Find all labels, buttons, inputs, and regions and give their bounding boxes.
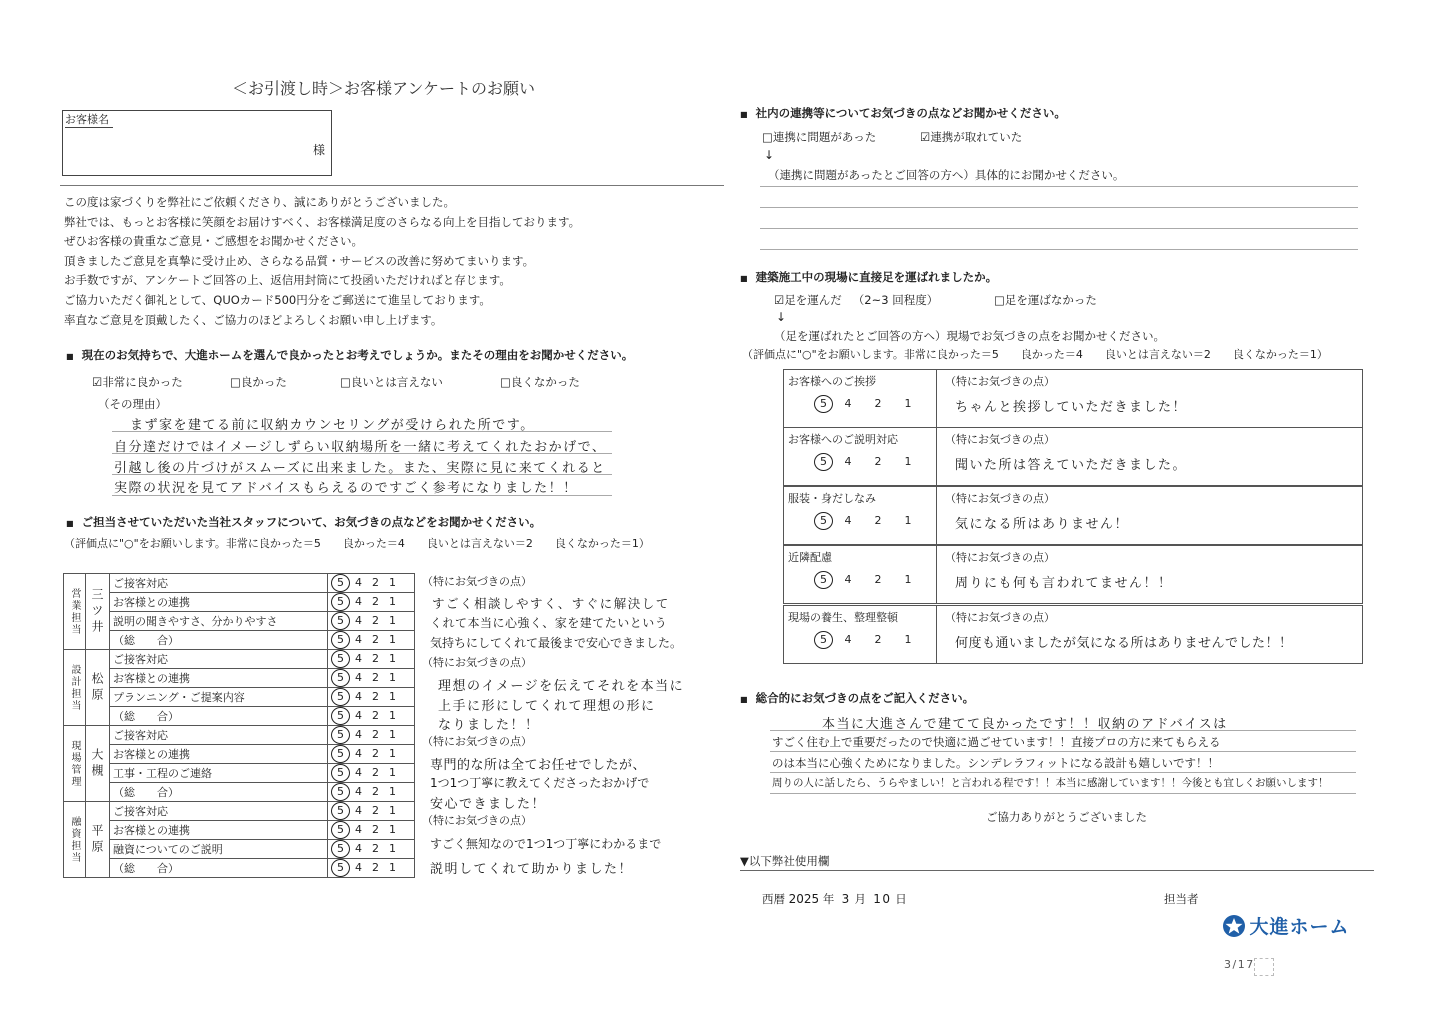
table-row bbox=[64, 593, 415, 612]
logo-text: 大進ホーム bbox=[1249, 916, 1350, 938]
comment-line: 理想のイメージを伝えてそれを本当に bbox=[438, 679, 685, 694]
circled-score: 5 bbox=[331, 859, 350, 877]
q4-option-not-visited[interactable]: □足を運ばなかった bbox=[994, 293, 1097, 307]
comment-label: （特にお気づきの点） bbox=[422, 735, 532, 748]
office-use-label: ▼以下弊社使用欄 bbox=[740, 854, 830, 868]
q2-title bbox=[66, 514, 541, 530]
comment-line: 説明してくれて助かりました！ bbox=[430, 862, 634, 877]
circled-score: 5 bbox=[331, 631, 350, 649]
score-row[interactable]: 5 4 2 1 bbox=[328, 726, 415, 745]
intro-text bbox=[64, 193, 580, 330]
customer-honorific: 様 bbox=[312, 143, 325, 157]
overall-comment-line: 本当に大進さんで建てて良かったです！！収納のアドバイスは bbox=[822, 717, 1228, 732]
circled-score: 5 bbox=[331, 650, 350, 668]
comment-label: （特にお気づきの点） bbox=[422, 575, 532, 588]
score-row: 5 4 2 1 bbox=[814, 453, 923, 471]
circled-score: 5 bbox=[331, 593, 350, 611]
item-label: 工事・工程のご連絡 bbox=[110, 764, 328, 783]
score-row[interactable]: 5 4 2 1 bbox=[328, 764, 415, 783]
bullet-icon: ■ bbox=[66, 519, 74, 528]
q4-scale: （評価点に"○"をお願いします。非常に良かった＝5 良かった＝4 良いとは言えない＝2 良くなかった＝1） bbox=[742, 348, 1328, 361]
table-row bbox=[64, 726, 415, 745]
down-arrow-icon: ↓ bbox=[764, 148, 775, 162]
dept-label: 営業担当 bbox=[64, 574, 86, 650]
site-row-label: お客様へのご挨拶 bbox=[788, 375, 876, 388]
thanks-text: ご協力ありがとうございました bbox=[986, 810, 1147, 824]
q1-reason-line: 引越し後の片づけがスムーズに出来ました。また、実際に見に来てくれると bbox=[114, 461, 606, 476]
circled-score: 5 bbox=[331, 574, 350, 592]
item-label: ご接客対応 bbox=[110, 574, 328, 593]
score-row[interactable]: 5 4 2 1 bbox=[328, 802, 415, 821]
q4-option-visited[interactable]: ☑足を運んだ （2~3 回程度） bbox=[774, 293, 939, 307]
table-row bbox=[64, 745, 415, 764]
intro-line: 弊社では、もっとお客様に笑顔をお届けすべく、お客様満足度のさらなる向上を目指しております。 bbox=[64, 214, 581, 229]
comment-line: 気持ちにしてくれて最後まで安心できました。 bbox=[430, 636, 683, 650]
item-label: （総 合） bbox=[110, 631, 328, 650]
score-row[interactable]: 5 4 2 1 bbox=[328, 650, 415, 669]
circled-score: 5 bbox=[331, 783, 350, 801]
answer-line bbox=[760, 228, 1358, 229]
q5-title bbox=[740, 690, 974, 706]
comment-line: 専門的な所は全てお任せでしたが、 bbox=[430, 758, 647, 773]
office-use-divider bbox=[740, 870, 1374, 871]
item-label: ご接客対応 bbox=[110, 802, 328, 821]
item-label: お客様との連携 bbox=[110, 593, 328, 612]
dept-label: 融資担当 bbox=[64, 802, 86, 878]
table-row bbox=[64, 821, 415, 840]
answer-line bbox=[760, 249, 1358, 250]
site-comment: 気になる所はありません！ bbox=[955, 517, 1130, 532]
site-comment: 何度も通いましたが気になる所はありませんでした！！ bbox=[955, 636, 1293, 651]
checkbox-icon: □ bbox=[340, 375, 351, 389]
q1-title-text: 現在のお気持ちで、大進ホームを選んで良かったとお考えでしょうか。またその理由をお聞かせください。 bbox=[81, 348, 634, 362]
table-row bbox=[64, 840, 415, 859]
comment-line: 1つ1つ丁寧に教えてくださったおかげで bbox=[430, 776, 650, 790]
comment-line: すごく無知なので1つ1つ丁寧にわかるまで bbox=[430, 837, 662, 851]
circled-score: 5 bbox=[331, 707, 350, 725]
site-comment: 周りにも何も言われてません！！ bbox=[955, 576, 1173, 591]
q3-option-ok[interactable]: ☑連携が取れていた bbox=[920, 130, 1023, 144]
staff-name: 三ツ井 bbox=[86, 574, 110, 650]
site-row-comment: （特にお気づきの点） 気になる所はありません！ bbox=[935, 486, 1363, 545]
staff-name: 松原 bbox=[86, 650, 110, 726]
site-row-score[interactable] bbox=[783, 545, 937, 604]
circled-score: 5 bbox=[331, 726, 350, 744]
item-label: お客様との連携 bbox=[110, 821, 328, 840]
q1-reason-line: 実際の状況を見てアドバイスもらえるのですごく参考になりました！！ bbox=[114, 481, 578, 496]
circled-score: 5 bbox=[331, 688, 350, 706]
staff-in-charge-label: 担当者 bbox=[1164, 892, 1199, 906]
bullet-icon: ■ bbox=[66, 352, 74, 361]
table-row bbox=[64, 650, 415, 669]
item-label: プランニング・ご提案内容 bbox=[110, 688, 328, 707]
score-row[interactable]: 5 4 2 1 bbox=[328, 631, 415, 650]
table-row bbox=[64, 783, 415, 802]
customer-name-box bbox=[62, 110, 332, 176]
circled-score: 5 bbox=[331, 802, 350, 820]
q1-option-bad[interactable]: □良くなかった bbox=[500, 375, 580, 389]
table-row bbox=[64, 574, 415, 593]
score-row: 5 4 2 1 bbox=[814, 512, 923, 530]
company-logo bbox=[1222, 912, 1350, 938]
item-label: ご接客対応 bbox=[110, 650, 328, 669]
staff-name: 大槻 bbox=[86, 726, 110, 802]
bullet-icon: ■ bbox=[740, 110, 748, 119]
comment-line: なりました！！ bbox=[438, 718, 540, 733]
item-label: （総 合） bbox=[110, 859, 328, 878]
q3-option-problem[interactable]: □連携に問題があった bbox=[762, 130, 877, 144]
q3-title bbox=[740, 105, 1066, 121]
site-comment: 聞いた所は答えていただきました。 bbox=[955, 458, 1188, 473]
comment-label: （特にお気づきの点） bbox=[422, 814, 532, 827]
bullet-icon: ■ bbox=[740, 695, 748, 704]
site-row-comment: （特にお気づきの点） ちゃんと挨拶していただきました！ bbox=[935, 369, 1363, 428]
score-row: 5 4 2 1 bbox=[814, 395, 923, 413]
checkbox-icon: □ bbox=[994, 293, 1005, 307]
table-row bbox=[64, 688, 415, 707]
circled-score: 5 bbox=[331, 840, 350, 858]
answer-line bbox=[760, 207, 1358, 208]
intro-line: 率直なご意見を頂戴したく、ご協力のほどよろしくお願い申し上げます。 bbox=[64, 312, 443, 327]
table-row bbox=[64, 631, 415, 650]
visit-count-note: （2~3 回程度） bbox=[852, 293, 939, 307]
circled-score: 5 bbox=[331, 612, 350, 630]
site-row-comment: （特にお気づきの点） 聞いた所は答えていただきました。 bbox=[935, 427, 1363, 486]
checkbox-icon: □ bbox=[230, 375, 241, 389]
checkbox-icon: □ bbox=[500, 375, 511, 389]
score-row[interactable]: 5 4 2 1 bbox=[328, 688, 415, 707]
q4-title bbox=[740, 269, 997, 285]
score-row[interactable]: 5 4 2 1 bbox=[328, 612, 415, 631]
table-row bbox=[64, 859, 415, 878]
site-row-label: 現場の養生、整理整頓 bbox=[788, 611, 898, 624]
score-row[interactable]: 5 4 2 1 bbox=[328, 574, 415, 593]
q3-detail-label: （連携に問題があったとご回答の方へ）具体的にお聞かせください。 bbox=[768, 168, 1125, 182]
score-row[interactable]: 5 4 2 1 bbox=[328, 593, 415, 612]
site-comment: ちゃんと挨拶していただきました！ bbox=[955, 400, 1188, 415]
score-row[interactable]: 5 4 2 1 bbox=[328, 707, 415, 726]
down-arrow-icon: ↓ bbox=[776, 310, 787, 324]
intro-line: お手数ですが、アンケートご回答の上、返信用封筒にて投函いただければと存じます。 bbox=[64, 273, 511, 288]
score-row[interactable]: 5 4 2 1 bbox=[328, 669, 415, 688]
score-row: 5 4 2 1 bbox=[814, 631, 923, 649]
received-date-note: 3/17 bbox=[1224, 958, 1255, 971]
comment-line: すごく相談しやすく、すぐに解決して bbox=[432, 596, 670, 611]
answer-line bbox=[770, 793, 1356, 794]
site-row-label: 服装・身だしなみ bbox=[788, 492, 876, 505]
site-row-comment: （特にお気づきの点） 何度も通いましたが気になる所はありませんでした！！ bbox=[935, 605, 1363, 664]
dept-label: 設計担当 bbox=[64, 650, 86, 726]
circled-score: 5 bbox=[331, 821, 350, 839]
item-label: 融資についてのご説明 bbox=[110, 840, 328, 859]
table-row bbox=[64, 764, 415, 783]
q1-reason-line: 自分達だけではイメージしずらい収納場所を一緒に考えてくれたおかげで、 bbox=[114, 440, 607, 455]
overall-comment-line: すごく住む上で重要だったので快適に過ごせています！！直接プロの方に来てもらえる bbox=[772, 735, 1221, 749]
comment-label: （特にお気づきの点） bbox=[422, 656, 532, 669]
staff-comment-block bbox=[422, 810, 722, 889]
answer-line bbox=[770, 772, 1356, 773]
q2-scale: （評価点に"○"をお願いします。非常に良かった＝5 良かった＝4 良いとは言えない＝2 良くなかった＝1） bbox=[64, 537, 650, 550]
comment-line: 安心できました！ bbox=[430, 797, 547, 812]
table-row bbox=[64, 612, 415, 631]
q1-title bbox=[66, 347, 633, 363]
overall-comment-line: のは本当に心強くためになりました。シンデレラフィットになる設計も嬉しいです！！ bbox=[772, 756, 1220, 770]
item-label: （総 合） bbox=[110, 783, 328, 802]
q4-detail-label: （足を運ばれたとご回答の方へ）現場でお気づきの点をお聞かせください。 bbox=[774, 329, 1165, 343]
dept-label: 現場管理 bbox=[64, 726, 86, 802]
site-row-comment: （特にお気づきの点） 周りにも何も言われてません！！ bbox=[935, 545, 1363, 604]
checked-box-icon: ☑ bbox=[774, 293, 785, 307]
item-label: 説明の聞きやすさ、分かりやすさ bbox=[110, 612, 328, 631]
site-row-score[interactable] bbox=[783, 369, 937, 428]
answer-line bbox=[770, 751, 1356, 752]
site-row-score[interactable] bbox=[783, 427, 937, 486]
staff-comment-block bbox=[422, 652, 722, 731]
score-row[interactable]: 5 4 2 1 bbox=[328, 859, 415, 878]
intro-line: 頂きましたご意見を真摯に受け止め、さらなる品質・サービスの改善に努めてまいります。 bbox=[64, 253, 535, 268]
table-row bbox=[64, 802, 415, 821]
score-row[interactable]: 5 4 2 1 bbox=[328, 745, 415, 764]
q2-title-text: ご担当させていただいた当社スタッフについて、お気づきの点などをお聞かせください。 bbox=[81, 515, 542, 529]
item-label: お客様との連携 bbox=[110, 669, 328, 688]
star-circle-icon bbox=[1222, 914, 1246, 938]
score-row: 5 4 2 1 bbox=[814, 571, 923, 589]
staff-comment-block bbox=[422, 573, 722, 652]
circled-score: 5 bbox=[331, 764, 350, 782]
checkbox-icon: □ bbox=[762, 130, 773, 144]
table-row bbox=[64, 669, 415, 688]
q5-title-text: 総合的にお気づきの点をご記入ください。 bbox=[755, 691, 975, 705]
staff-table bbox=[63, 573, 415, 878]
item-label: ご接客対応 bbox=[110, 726, 328, 745]
checked-box-icon: ☑ bbox=[92, 375, 103, 389]
received-stamp bbox=[1254, 958, 1274, 976]
item-label: お客様との連携 bbox=[110, 745, 328, 764]
intro-line: この度は家づくりを弊社にご依頼くださり、誠にありがとうございました。 bbox=[64, 195, 455, 209]
comment-line: くれて本当に心強く、家を建てたいという bbox=[430, 616, 668, 630]
q1-option-very-good[interactable]: ☑非常に良かった bbox=[92, 375, 183, 389]
score-row[interactable]: 5 4 2 1 bbox=[328, 821, 415, 840]
q1-reason-label: （その理由） bbox=[98, 397, 167, 411]
staff-name: 平原 bbox=[86, 802, 110, 878]
score-row[interactable]: 5 4 2 1 bbox=[328, 783, 415, 802]
intro-line: ぜひお客様の貴重なご意見・ご感想をお聞かせください。 bbox=[64, 234, 363, 249]
site-row-label: 近隣配慮 bbox=[788, 551, 832, 564]
divider-left bbox=[60, 185, 724, 186]
bullet-icon: ■ bbox=[740, 274, 748, 283]
checked-box-icon: ☑ bbox=[920, 130, 931, 144]
q1-option-good[interactable]: □良かった bbox=[230, 375, 287, 389]
staff-comment-block bbox=[422, 731, 722, 810]
answer-line bbox=[760, 186, 1358, 187]
site-row-score[interactable] bbox=[783, 605, 937, 664]
item-label: （総 合） bbox=[110, 707, 328, 726]
q1-reason-line: まず家を建てる前に収納カウンセリングが受けられた所です。 bbox=[130, 418, 535, 433]
q1-option-not-good[interactable]: □良いとは言えない bbox=[340, 375, 443, 389]
table-row bbox=[64, 707, 415, 726]
customer-name-label: お客様名 bbox=[65, 111, 113, 128]
survey-title: ＜お引渡し時＞お客様アンケートのお願い bbox=[232, 79, 536, 98]
site-row-score[interactable] bbox=[783, 486, 937, 545]
overall-comment-line: 周りの人に話したら、うらやましい！と言われる程です！！本当に感謝しています！！今後とも宜しくお願いします！ bbox=[772, 777, 1329, 789]
q3-title-text: 社内の連携等についてお気づきの点などお聞かせください。 bbox=[755, 106, 1066, 120]
comment-line: 上手に形にしてくれて理想の形に bbox=[438, 699, 656, 714]
site-row-label: お客様へのご説明対応 bbox=[788, 433, 898, 446]
receipt-date: 西暦 2025 年 3 月 10 日 bbox=[762, 892, 907, 906]
circled-score: 5 bbox=[331, 669, 350, 687]
score-row[interactable]: 5 4 2 1 bbox=[328, 840, 415, 859]
intro-line: ご協力いただく御礼として、QUOカード500円分をご郵送にて進呈しております。 bbox=[64, 292, 491, 307]
q4-title-text: 建築施工中の現場に直接足を運ばれましたか。 bbox=[755, 270, 998, 284]
circled-score: 5 bbox=[331, 745, 350, 763]
